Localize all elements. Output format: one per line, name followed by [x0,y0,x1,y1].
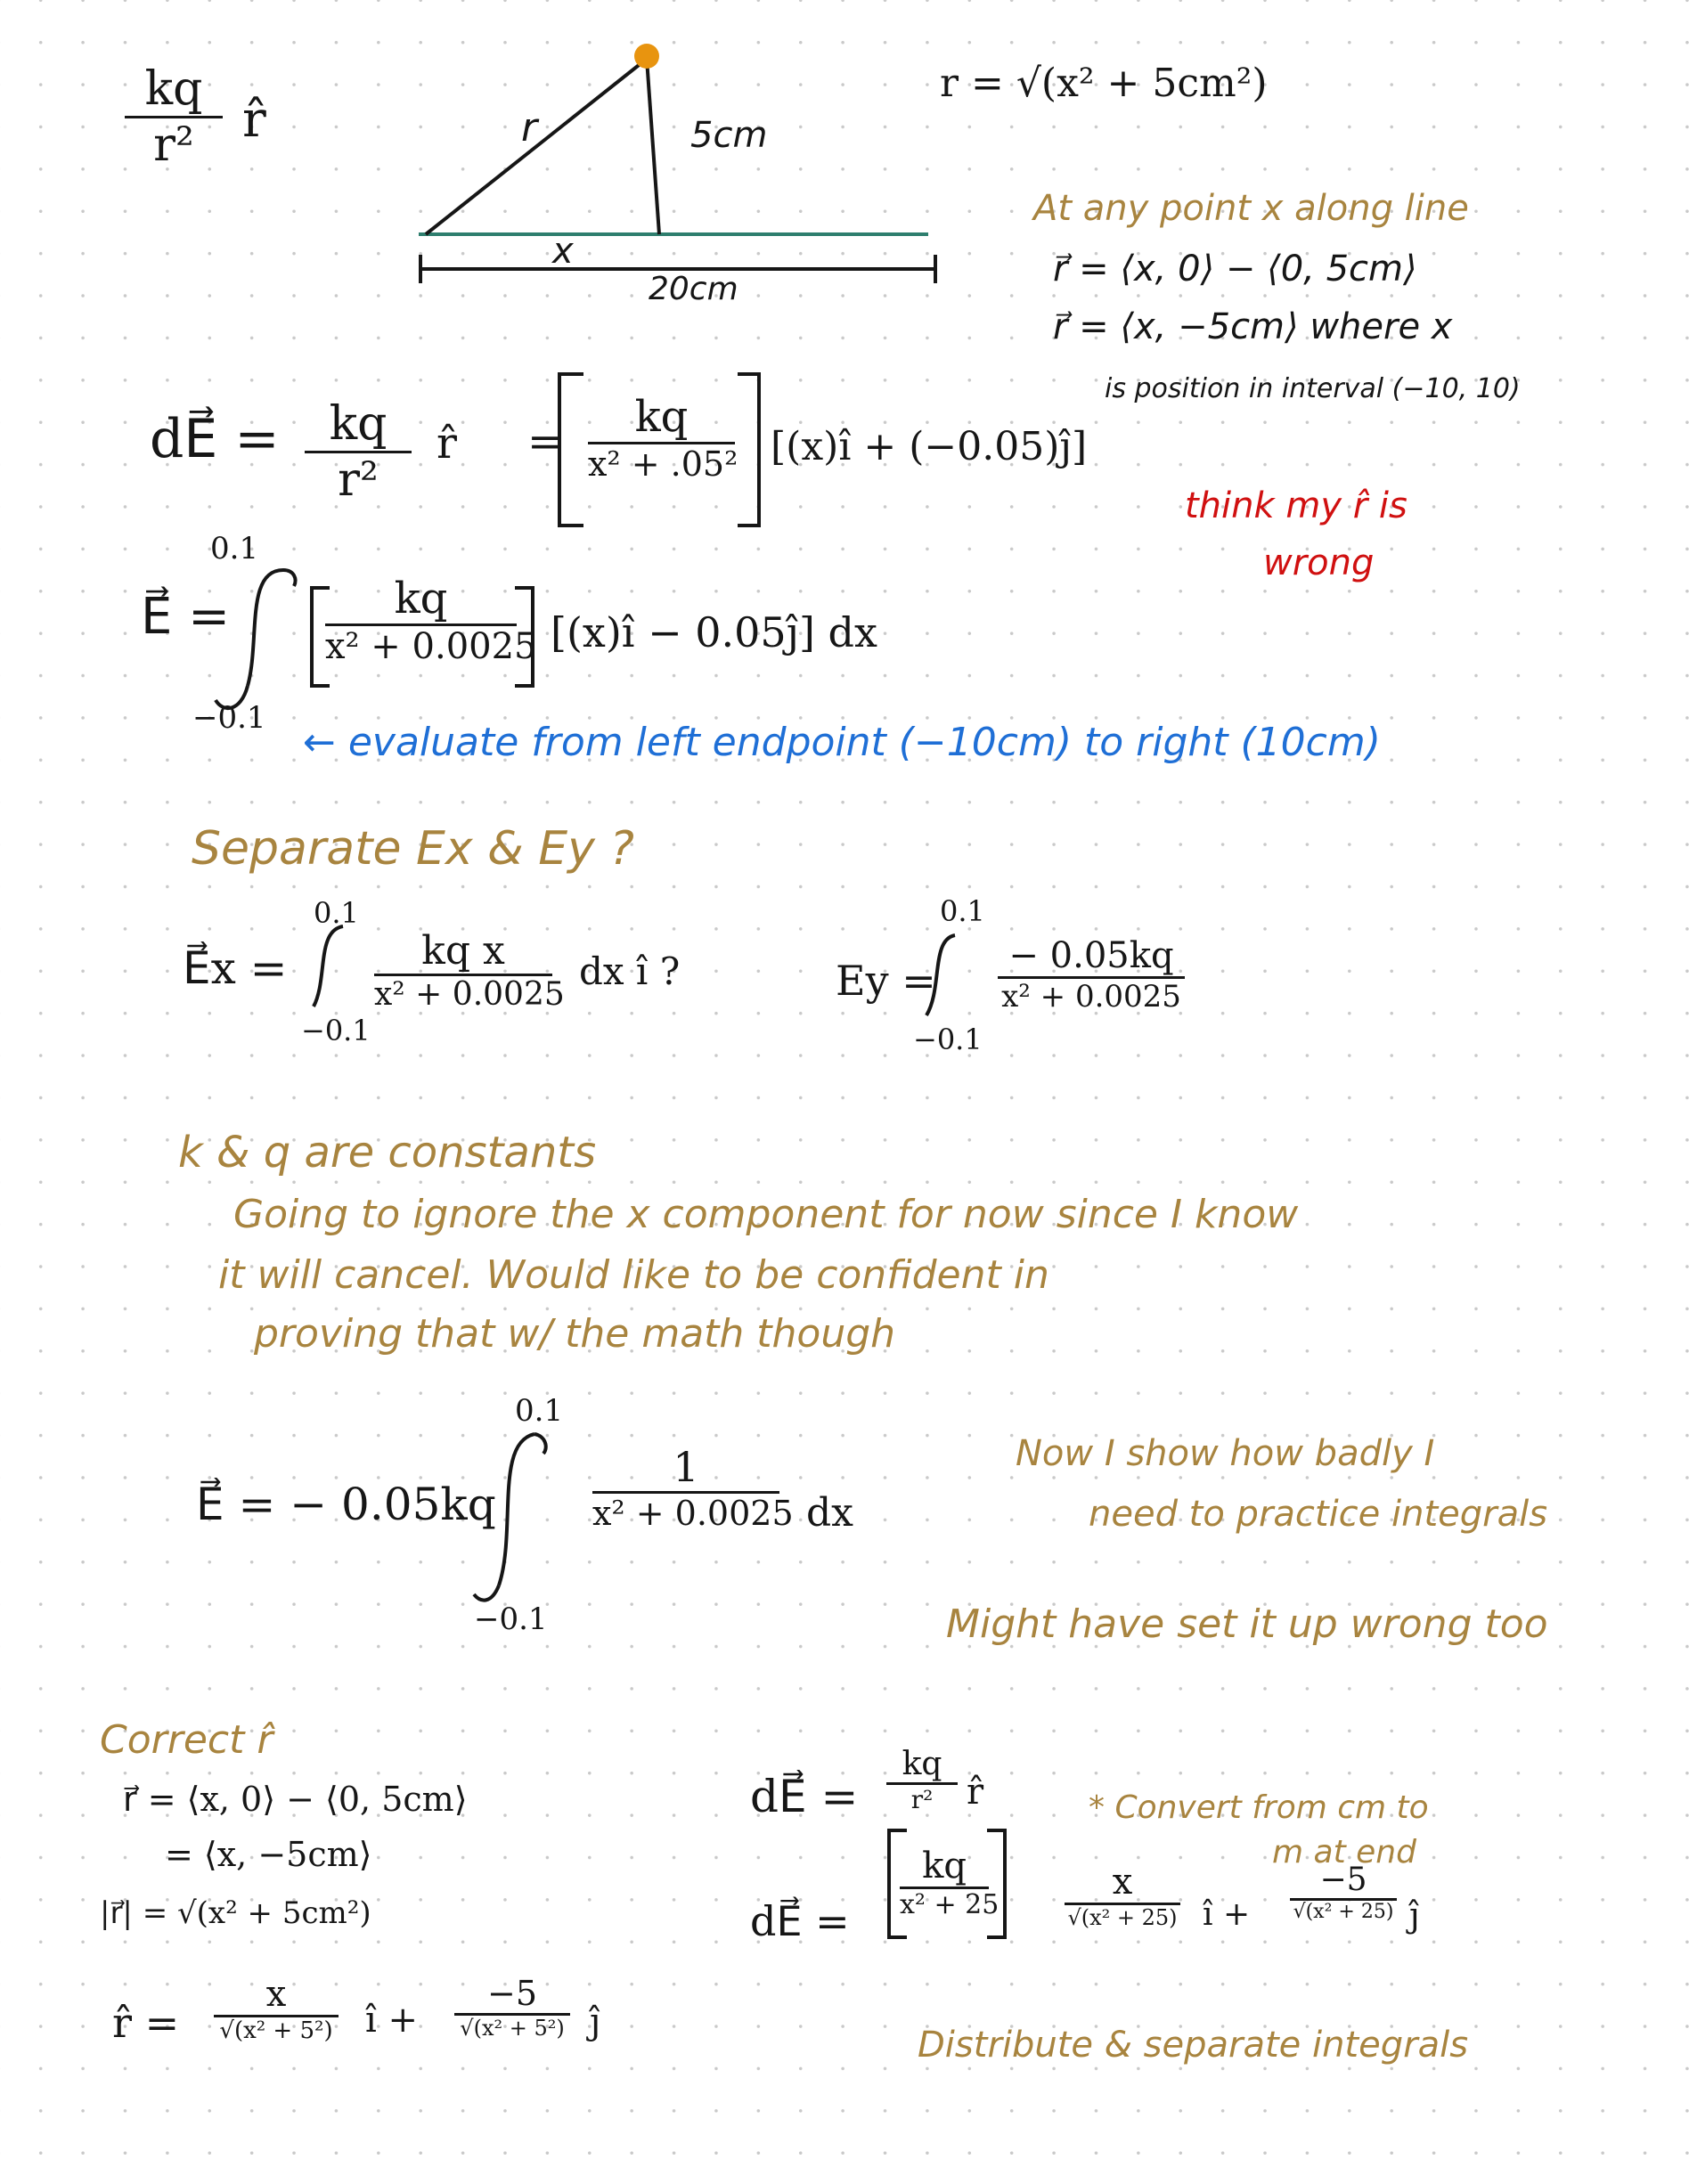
Ex-lower: −0.1 [301,1014,371,1047]
dE-correct-y-fraction: −5 √(x² + 25) [1290,1862,1397,1923]
E-upper: 0.1 [210,531,259,566]
E-lower: −0.1 [192,700,266,736]
correct-line3: |r⃗| = √(x² + 5cm²) [100,1895,371,1931]
dE-correct-plus: î + [1203,1896,1251,1933]
Ex-upper: 0.1 [314,896,359,930]
gold-paragraph-line1: Going to ignore the x component for now since I know [233,1192,1299,1237]
rhat-mid: î + [365,2000,419,2041]
E-final-upper: 0.1 [515,1393,564,1429]
E-final-lhs: E⃗ = − 0.05kq [196,1479,496,1530]
distribute-note: Distribute & separate integrals [918,2025,1469,2066]
rhat-end: ĵ [590,2001,601,2042]
gold-paragraph-line3: proving that w/ the math though [254,1311,896,1357]
Ex-lhs: E⃗x = [183,942,288,994]
blue-note: ← evaluate from left endpoint (−10cm) to right (10cm) [303,720,1381,765]
convert-note-line1: * Convert from cm to [1089,1789,1429,1826]
gold-paragraph-line2: it will cancel. Would like to be confident in [218,1252,1049,1298]
dE-correct-frac2: kq x² + 25 [900,1846,1000,1920]
dE-equals: = [527,417,564,467]
point-charge [634,44,659,69]
gold-note-wrong: Might have set it up wrong too [946,1601,1548,1647]
dE-correct-lhs1: dE⃗ = [750,1771,859,1822]
Ex-fraction: kq x x² + 0.0025 [374,928,565,1013]
E-final-fraction: 1 x² + 0.0025 [592,1443,794,1533]
separate-heading: Separate Ex & Ey ? [192,822,635,876]
rhat-y-fraction: −5 √(x² + 5²) [454,1974,570,2041]
E-fraction: kq x² + 0.0025 [325,574,537,667]
Ey-fraction: $\frac{- 0.05kq}{\text{x² + 0.0025}}$ [998,935,1185,1015]
E-final-dx: dx [806,1490,853,1536]
E-lhs: E⃗ = [141,588,231,646]
label-height: 5cm [690,115,768,156]
dE-correct-end: ĵ [1409,1895,1420,1935]
gold-note-practice-line2: need to practice integrals [1089,1494,1548,1535]
Ex-rest: dx î ? [579,949,681,993]
constants-note: k & q are constants [178,1128,597,1178]
gold-note-practice-line1: Now I show how badly I [1016,1433,1435,1474]
dE-correct-lhs2: dE⃗ = [750,1897,850,1945]
label-length: 20cm [649,271,738,307]
dE-fraction: $\frac{kq}{\text{r²}}$ [305,397,412,507]
rhat-x-fraction: x √(x² + 5²) [214,1974,339,2044]
convert-note-line2: m at end [1272,1834,1416,1870]
Ey-upper: 0.1 [940,894,985,928]
coulomb-numerator: kq [144,62,203,116]
r-magnitude: r = √(x² + 5cm²) [940,61,1268,106]
dE-correct-frac1: kq r² [886,1746,958,1814]
label-x: x [552,231,574,272]
Ey-lower: −0.1 [913,1023,983,1056]
red-note-line2: wrong [1263,542,1375,583]
Ey-lhs: Ey = [836,957,936,1005]
correct-line1: r⃗ = ⟨x, 0⟩ − ⟨0, 5cm⟩ [123,1780,468,1819]
label-r: r [521,105,538,151]
correct-heading: Correct r̂ [100,1717,273,1763]
coulomb-rhat: r̂ [242,91,266,149]
dE-correct-rhat1: r̂ [967,1772,984,1813]
height-line [647,59,659,234]
E-final-lower: −0.1 [474,1601,548,1637]
dE-correct-x-fraction: x √(x² + 25) [1065,1862,1180,1930]
red-note-line1: think my r̂ is [1185,485,1408,526]
dE-vector: [(x)î + (−0.05)ĵ] [771,424,1088,469]
rhat-lhs: r̂ = [112,1999,180,2047]
dE-rhat: r̂ [437,419,457,469]
dE-lhs: dE⃗ = [150,408,280,470]
dE-bracket-fraction: kq x² + .05² [588,392,738,484]
correct-line2: = ⟨x, −5cm⟩ [165,1835,372,1874]
E-rest: [(x)î − 0.05ĵ] dx [551,608,877,656]
coulomb-denominator: r² [125,116,223,172]
